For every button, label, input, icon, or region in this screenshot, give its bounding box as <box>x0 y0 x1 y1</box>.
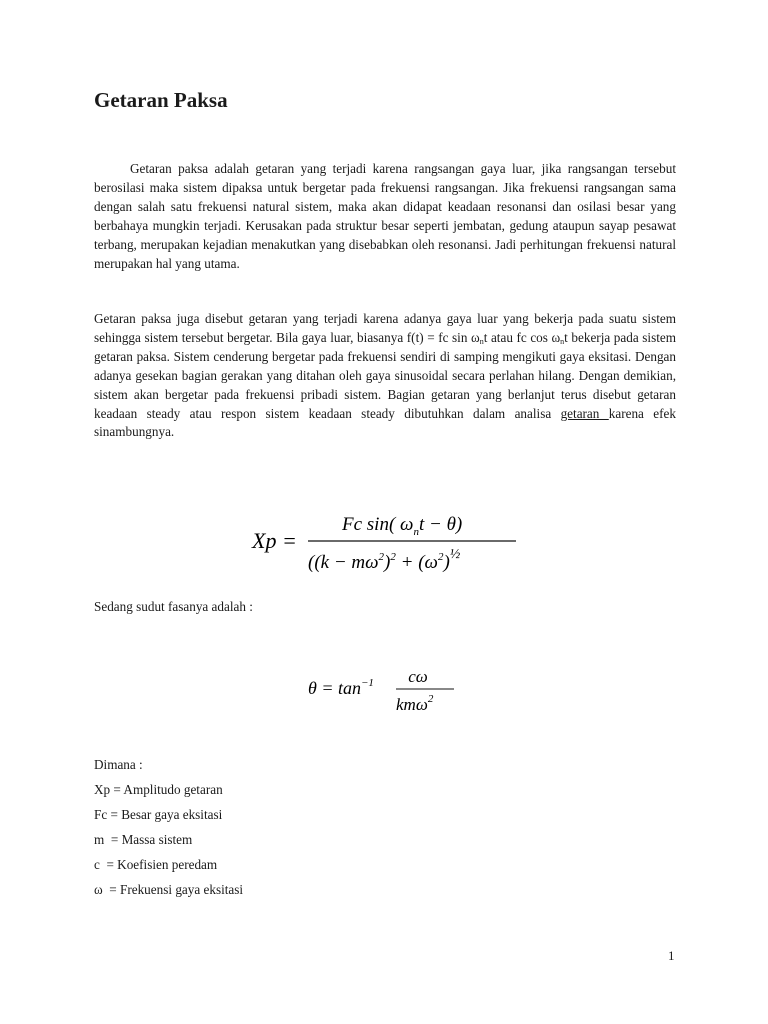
paragraph-explanation: Getaran paksa juga disebut getaran yang terjadi karena adanya gaya luar yang bekerja pada suatu sistem sehingga sistem tersebut bergetar. Bila gaya luar, biasanya f(t) = fc $\sin \omega_nt$ atau fc $\cos \omega_nt$ bekerja pada sistem getaran paksa. Sistem cenderung bergetar pada frekuensi sendiri di samping mengikuti gaya eksitasi. Dengan adanya gesekan bagian gerakan yang ditahan oleh gaya sinusoidal secara perlahan hilang. Dengan demikian, sistem akan bergetar pada frekuensi pribadi sistem. Bagian getaran yang berlanjut terus disebut getaran keadaan steady atau respon sistem keadaan steady dibutuhkan dalam analisa getaran karena efek sinambungnya. <box>94 311 676 440</box>
paragraph-intro: Getaran paksa adalah getaran yang terjadi karena rangsangan gaya luar, jika rangsangan tersebut berosilasi maka sistem dipaksa untuk bergetar pada frekuensi rangsangan. Jika frekuensi rangsangan sama dengan salah satu frekuensi natural sistem, maka akan didapat keadaan resonansi dan osilasi besar yang berbahaya mungkin terjadi. Kerusakan pada struktur besar seperti jembatan, gedung ataupun sayap pesawat terbang, merupakan kejadian menakutkan yang disebabkan oleh resonansi. Jadi perhitungan frekuensi natural merupakan hal yang utama. <box>94 161 676 271</box>
document-title: Getaran Paksa <box>94 88 228 112</box>
equation-amplitude <box>250 508 520 580</box>
where-label: Dimana : <box>94 757 143 772</box>
getaran-link[interactable]: getaran <box>560 405 609 421</box>
definition-item: ω = Frekuensi gaya eksitasi <box>94 882 244 897</box>
definition-item: m = Massa sistem <box>94 832 193 847</box>
eq2-numerator: cω <box>408 667 428 686</box>
eq2-denominator: kmω$^2$ <box>396 693 434 714</box>
page-number: 1 <box>668 948 675 963</box>
phase-intro: Sedang sudut fasanya adalah : <box>94 599 253 614</box>
eq1-numerator: Fc sin( $\omega_nt - \theta$) <box>342 514 463 538</box>
eq2-lhs: $\theta = \tan^{-1}$ <box>308 677 374 698</box>
definition-item: Xp = Amplitudo getaran <box>94 782 223 797</box>
definition-item: c = Koefisien peredam <box>94 857 218 872</box>
equation-phase-angle <box>306 664 466 722</box>
definition-item: Fc = Besar gaya eksitasi <box>94 807 223 822</box>
eq1-lhs: Xp = <box>252 528 297 553</box>
eq1-denominator: ($(k - m\omega^2)^2 + (\omega^2)^{\frac{1}{2}}$ <box>308 547 461 573</box>
